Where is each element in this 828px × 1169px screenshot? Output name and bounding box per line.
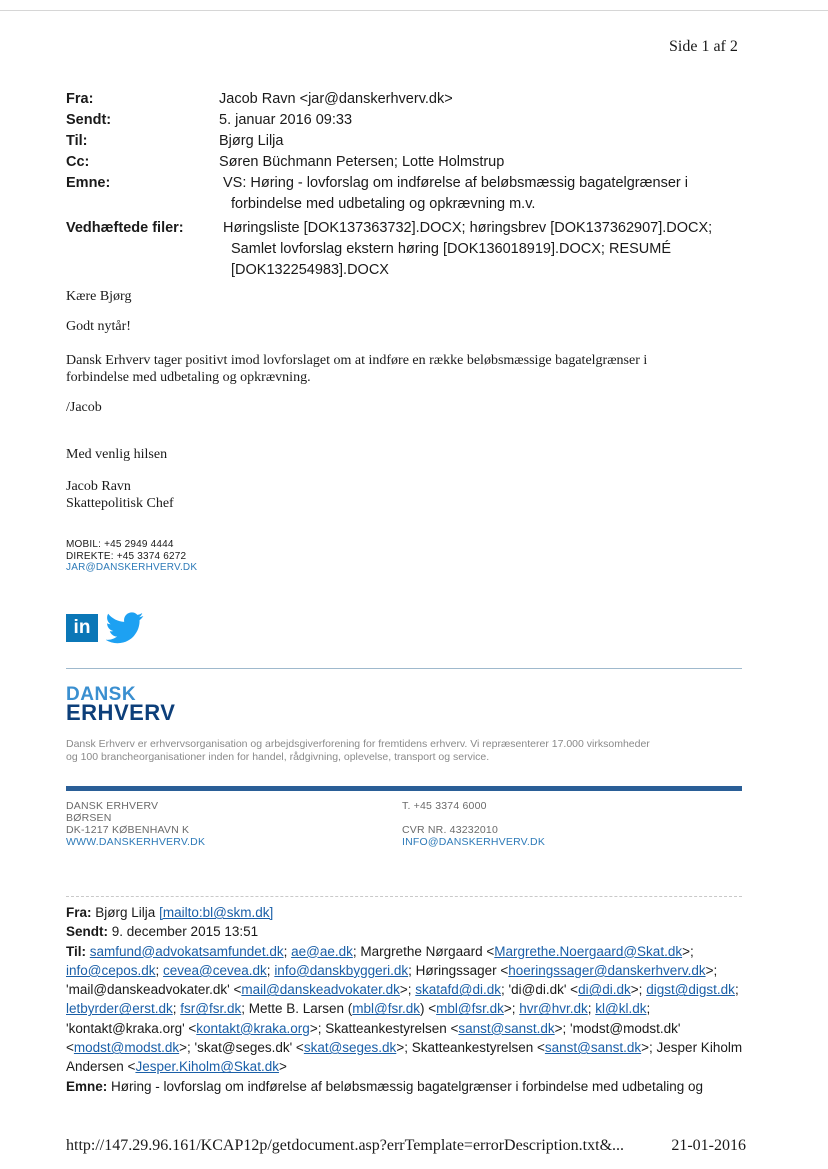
recipient-link[interactable]: mbl@fsr.dk: [352, 1001, 420, 1017]
signature-name: Jacob Ravn: [66, 479, 131, 494]
recipient-link[interactable]: skatafd@di.dk: [415, 982, 502, 998]
to-value: Bjørg Lilja: [219, 133, 284, 149]
email-header: [66, 89, 766, 281]
sent-label: Sendt:: [66, 112, 112, 128]
new-year-line: Godt nytår!: [66, 319, 131, 334]
org-phone: T. +45 3374 6000: [402, 800, 487, 812]
cc-value: Søren Büchmann Petersen; Lotte Holmstrup: [219, 154, 505, 170]
tagline-line1: Dansk Erhverv er erhvervsorganisation og arbejdsgiverforening for fremtidens erhverv. Vi repræsenterer 17.000 virksomheder: [66, 738, 650, 750]
page-number: Side 1 af 2: [669, 38, 738, 55]
attachments-line1[interactable]: Høringsliste [DOK137363732].DOCX; høringsbrev [DOK137362907].DOCX;: [223, 220, 713, 236]
org-postal: DK-1217 KØBENHAVN K: [66, 824, 190, 836]
fwd-to-recipients: Til: samfund@advokatsamfundet.dk; ae@ae.dk; Margrethe Nørgaard <Margrethe.Noergaard@Skat.dk>; info@cepos.dk; cevea@cevea.dk; info@danskbyggeri.dk; Høringssager <hoeringssager@danskerhverv.dk>; 'mail@danskeadvokater.dk' <mail@danskeadvokater.dk>; skatafd@di.dk; 'di@di.dk' <di@di.dk>; digst@digst.dk; letbyrder@erst.dk; fsr@fsr.dk; Mette B. Larsen (mbl@fsr.dk) <mbl@fsr.dk>; hvr@hvr.dk; kl@kl.dk; 'kontakt@kraka.org' <kontakt@kraka.org>; Skatteankestyrelsen <sanst@sanst.dk>; 'modst@modst.dk' <modst@modst.dk>; 'skat@seges.dk' <skat@seges.dk>; Skatteankestyrelsen <sanst@sanst.dk>; Jesper Kiholm Andersen <Jesper.Kiholm@Skat.dk>: [66, 943, 743, 1075]
signature: [66, 478, 746, 512]
from-label: Fra:: [66, 91, 94, 107]
fwd-subject-value: Høring - lovforslag om indførelse af beløbsmæssig bagatelgrænser i forbindelse med udbetaling og: [111, 1078, 704, 1094]
subject-value-line2: forbindelse med udbetaling og opkrævning m.v.: [231, 196, 536, 212]
recipient-link[interactable]: info@danskbyggeri.dk: [274, 962, 409, 978]
signature-title: Skattepolitisk Chef: [66, 496, 174, 511]
recipient-link[interactable]: kl@kl.dk: [595, 1001, 647, 1017]
signoff: /Jacob: [66, 400, 102, 415]
top-divider: [0, 10, 828, 11]
twitter-bird-icon[interactable]: [106, 612, 144, 644]
recipient-link[interactable]: cevea@cevea.dk: [163, 962, 267, 978]
greeting: Kære Bjørg: [66, 289, 132, 304]
fwd-sent-row: [66, 922, 746, 941]
to-label: Til:: [66, 133, 88, 149]
subject-value-line1: VS: Høring - lovforslag om indførelse af beløbsmæssig bagatelgrænser i: [223, 175, 688, 191]
brand-divider: [66, 786, 742, 791]
tagline-line2: og 100 brancheorganisationer inden for handel, rådgivning, oplevelse, transport og service.: [66, 751, 490, 763]
footer-date: 21-01-2016: [671, 1137, 746, 1154]
divider: [66, 668, 742, 669]
fwd-from-row: [66, 903, 746, 922]
regards: Med venlig hilsen: [66, 447, 168, 462]
recipient-link[interactable]: ae@ae.dk: [291, 943, 353, 959]
logo-line2: ERHVERV: [66, 700, 176, 725]
body-paragraph-line2: forbindelse med udbetaling og opkrævning.: [66, 370, 311, 385]
subject-label: Emne:: [66, 175, 111, 191]
sent-value: 5. januar 2016 09:33: [219, 112, 353, 128]
address-block: [66, 800, 205, 848]
org-tagline: [66, 738, 746, 764]
recipient-link[interactable]: digst@digst.dk: [646, 982, 735, 998]
org-name: DANSK ERHVERV: [66, 800, 159, 812]
recipient-link[interactable]: hvr@hvr.dk: [519, 1001, 588, 1017]
recipient-link[interactable]: modst@modst.dk: [73, 1040, 180, 1056]
mobile-number: MOBIL: +45 2949 4444: [66, 539, 174, 550]
fwd-from-mailto[interactable]: [mailto:bl@skm.dk]: [159, 905, 274, 920]
recipient-link[interactable]: fsr@fsr.dk: [180, 1001, 242, 1017]
body-paragraph-line1: Dansk Erhverv tager positivt imod lovforslaget om at indføre en række beløbsmæssige bagatelgrænser i: [66, 353, 648, 368]
from-value: Jacob Ravn <jar@danskerhverv.dk>: [219, 91, 453, 107]
fwd-sent-label: Sendt:: [66, 924, 108, 940]
recipient-link[interactable]: skat@seges.dk: [303, 1040, 397, 1056]
recipient-link[interactable]: mail@danskeadvokater.dk: [241, 982, 400, 998]
org-building: BØRSEN: [66, 812, 112, 824]
recipient-link[interactable]: info@cepos.dk: [66, 962, 156, 978]
recipient-link[interactable]: sanst@sanst.dk: [458, 1020, 555, 1036]
recipient-link[interactable]: di@di.dk: [578, 982, 631, 998]
recipient-link[interactable]: Margrethe.Noergaard@Skat.dk: [494, 943, 683, 959]
attachments-line3[interactable]: [DOK132254983].DOCX: [231, 262, 389, 278]
social-links: [66, 612, 144, 644]
fwd-subject-row: [66, 1077, 746, 1096]
recipient-link[interactable]: mbl@fsr.dk: [436, 1001, 504, 1017]
cc-label: Cc:: [66, 154, 90, 170]
website-link[interactable]: WWW.DANSKERHVERV.DK: [66, 836, 206, 848]
footer-url: http://147.29.96.161/KCAP12p/getdocument.asp?errTemplate=errorDescription.txt&...: [66, 1137, 625, 1154]
recipient-link[interactable]: Jesper.Kiholm@Skat.dk: [135, 1059, 279, 1075]
org-details: [402, 800, 545, 848]
body-paragraph: [66, 352, 746, 386]
attachments-label: Vedhæftede filer:: [66, 220, 184, 236]
attachments-line2[interactable]: Samlet lovforslag ekstern høring [DOK136018919].DOCX; RESUMÉ: [231, 241, 672, 257]
direct-number: DIREKTE: +45 3374 6272: [66, 550, 187, 562]
recipient-link[interactable]: samfund@advokatsamfundet.dk: [89, 943, 284, 959]
recipient-link[interactable]: letbyrder@erst.dk: [66, 1001, 173, 1017]
fwd-subject-label: Emne:: [66, 1078, 108, 1094]
recipient-link[interactable]: sanst@sanst.dk: [544, 1040, 642, 1056]
info-email-link[interactable]: INFO@DANSKERHVERV.DK: [402, 836, 546, 848]
logo-line1: DANSK: [66, 684, 137, 705]
fwd-from-name: Bjørg Lilja: [95, 905, 156, 920]
contact-email-link[interactable]: JAR@DANSKERHVERV.DK: [66, 562, 198, 573]
forwarded-header: [66, 903, 746, 1096]
fwd-sent-value: 9. december 2015 13:51: [111, 924, 259, 940]
print-footer: [66, 1137, 746, 1155]
recipient-link[interactable]: kontakt@kraka.org: [196, 1020, 310, 1036]
fwd-to-label: Til:: [66, 943, 86, 959]
linkedin-icon[interactable]: in: [66, 614, 98, 642]
dashed-divider: [66, 896, 742, 897]
dansk-erhverv-logo: [66, 684, 176, 725]
recipient-link[interactable]: hoeringssager@danskerhverv.dk: [508, 962, 706, 978]
contact-block: [66, 539, 197, 574]
org-cvr: CVR NR. 43232010: [402, 824, 499, 836]
fwd-from-label: Fra:: [66, 905, 92, 920]
